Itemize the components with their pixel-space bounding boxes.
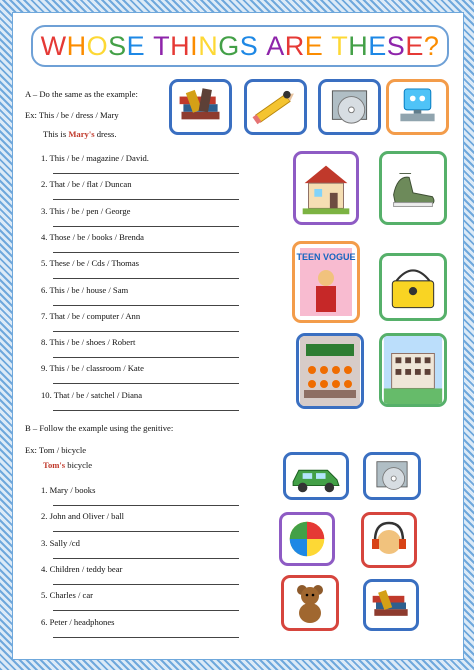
title-letter: H <box>66 31 87 61</box>
answer-line[interactable] <box>53 584 239 585</box>
answer-line[interactable] <box>53 331 239 332</box>
section-a-example-answer: This is Mary's dress. <box>43 129 117 139</box>
title-letter: I <box>190 31 199 61</box>
answer-line[interactable] <box>53 410 239 411</box>
title-letter: A <box>266 31 285 61</box>
title-letter: W <box>40 31 67 61</box>
answer-line[interactable] <box>53 226 239 227</box>
title-letter: E <box>368 31 387 61</box>
pencil-picture <box>244 79 307 135</box>
answer-line[interactable] <box>53 637 239 638</box>
satchel-picture <box>379 253 447 321</box>
flat-picture <box>379 333 447 407</box>
section-a-item: 4. Those / be / books / Brenda <box>41 231 144 242</box>
title-letter: N <box>198 31 219 61</box>
title-letter: E <box>126 31 146 61</box>
worksheet <box>12 12 464 660</box>
section-a-item: 1. This / be / magazine / David. <box>41 153 149 163</box>
house-picture <box>293 151 359 225</box>
title-letter: R <box>284 31 305 61</box>
section-b-example-prompt: Ex: Tom / bicycle <box>25 445 87 455</box>
title-banner <box>31 25 449 67</box>
title-letter <box>145 29 153 63</box>
title-letter: O <box>86 31 109 61</box>
section-b-item: 4. Children / teddy bear <box>41 563 123 574</box>
answer-line[interactable] <box>53 173 239 174</box>
headphones-picture <box>361 512 417 568</box>
answer-line[interactable] <box>53 357 239 358</box>
title-letter: S <box>239 31 259 61</box>
section-b-item: 6. Peter / headphones <box>41 616 115 627</box>
section-a-item: 3. This / be / pen / George <box>41 205 131 216</box>
cd-picture <box>318 79 381 135</box>
title-letter: E <box>304 31 324 61</box>
cd-picture-2 <box>363 452 421 500</box>
section-a-item: 9. This / be / classroom / Kate <box>41 363 144 374</box>
answer-line[interactable] <box>53 505 239 506</box>
car-picture <box>283 452 349 500</box>
section-a-example-prompt: Ex: This / be / dress / Mary <box>25 110 119 120</box>
section-a-item: 7. That / be / computer / Ann <box>41 310 141 321</box>
title-letter: ? <box>423 31 440 61</box>
page-title <box>33 29 447 63</box>
section-b-item: 5. Charles / car <box>41 590 94 601</box>
books-picture <box>169 79 232 135</box>
title-letter: H <box>170 31 191 61</box>
answer-line[interactable] <box>53 610 239 611</box>
answer-line[interactable] <box>53 305 239 306</box>
classroom-picture <box>296 333 364 409</box>
books-picture-2 <box>363 579 419 631</box>
title-letter: G <box>218 31 240 61</box>
answer-line[interactable] <box>53 383 239 384</box>
title-letter: S <box>386 31 406 61</box>
answer-line[interactable] <box>53 199 239 200</box>
computer-picture <box>386 79 449 135</box>
title-letter: T <box>153 31 171 61</box>
section-b-heading: B – Follow the example using the genitive: <box>25 423 174 433</box>
answer-line[interactable] <box>53 252 239 253</box>
section-a-item: 5. These / be / Cds / Thomas <box>41 258 140 269</box>
section-b-example-answer: Tom's bicycle <box>43 460 93 470</box>
section-a-item: 10. That / be / satchel / Diana <box>41 389 143 400</box>
shoes-picture <box>379 151 447 225</box>
answer-line[interactable] <box>53 531 239 532</box>
svg-text:TEEN VOGUE: TEEN VOGUE <box>296 252 356 262</box>
magazine-picture <box>292 241 360 323</box>
section-b-item: 2. John and Oliver / ball <box>41 511 125 522</box>
title-letter: H <box>348 31 369 61</box>
title-letter: S <box>108 31 127 61</box>
section-b-item: 3. Sally /cd <box>41 537 80 548</box>
teddy-bear-picture <box>281 575 339 631</box>
section-a-item: 2. That / be / flat / Duncan <box>41 179 132 190</box>
answer-line[interactable] <box>53 278 239 279</box>
ball-picture <box>279 512 335 566</box>
title-letter: T <box>331 31 349 61</box>
title-letter: E <box>405 31 424 61</box>
title-letter <box>258 29 266 63</box>
section-a-item: 6. This / be / house / Sam <box>41 284 129 295</box>
section-a-item: 8. This / be / shoes / Robert <box>41 337 136 348</box>
section-a-heading: A – Do the same as the example: <box>25 89 138 99</box>
answer-line[interactable] <box>53 558 239 559</box>
title-letter <box>323 29 331 63</box>
section-b-item: 1. Mary / books <box>41 485 96 495</box>
